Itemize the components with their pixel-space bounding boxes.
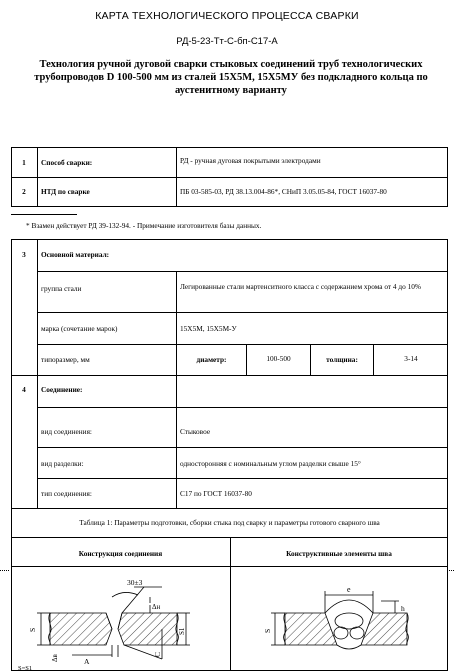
page-edge-mark-left: [0, 570, 9, 571]
s-left-label: S: [28, 627, 37, 632]
c-label: C: [153, 651, 162, 657]
row4-label: Соединение:: [41, 385, 83, 394]
row3-number: 3: [22, 250, 26, 259]
delta-v-label: Δв: [51, 654, 59, 662]
joint-type-value: С17 по ГОСТ 16037-80: [180, 489, 252, 498]
s1-label: S1: [178, 627, 186, 635]
weld-elements-drawing: [231, 567, 447, 671]
s-right-label: S: [263, 628, 272, 633]
groove-value: односторонняя с номинальным углом разделки свыше 15°: [180, 459, 361, 468]
document-code: РД-5-23-Тт-С-бп-С17-А: [176, 36, 278, 47]
angle-dim-label: 30±3: [127, 578, 143, 587]
table-caption: Таблица 1: Параметры подготовки, сборки стыка под сварку и параметры готового сварного шва: [79, 518, 380, 527]
steel-group-label: группа стали: [41, 284, 82, 293]
delta-h-label: Δн: [152, 603, 161, 611]
row3-label: Основной материал:: [41, 250, 110, 259]
e-label: e: [347, 585, 351, 594]
joint-kind-value: Стыковое: [180, 427, 211, 436]
footnote: * Взамен действует РД 39-132-94. - Примечание изготовителя базы данных.: [26, 221, 262, 230]
size-label: типоразмер, мм: [41, 355, 90, 364]
steel-grade-value: 15Х5М, 15Х5М-У: [180, 324, 237, 333]
steel-group-value: Легированные стали мартенситного класса с содержанием хрома от 4 до 10%: [180, 282, 421, 291]
joint-type-label: тип соединения:: [41, 489, 92, 498]
ratio-label: S=S1: [18, 665, 33, 671]
h-label: h: [401, 604, 405, 613]
weld-elements-header: Конструктивные элементы шва: [286, 549, 392, 558]
row1-label: Способ сварки:: [41, 158, 93, 167]
row1-value: РД - ручная дуговая покрытыми электродами: [180, 156, 321, 165]
row2-value: ПБ 03-585-03, РД 38.13.004-86*, СНиП 3.05.05-84, ГОСТ 16037-80: [180, 187, 387, 196]
groove-label: вид разделки:: [41, 459, 84, 468]
thickness-label: толщина:: [326, 355, 358, 364]
row4-number: 4: [22, 385, 26, 394]
document-title: КАРТА ТЕХНОЛОГИЧЕСКОГО ПРОЦЕССА СВАРКИ: [95, 10, 359, 22]
thickness-value: 3-14: [404, 354, 418, 363]
diameter-label: диаметр:: [196, 355, 227, 364]
joint-construction-drawing: [12, 567, 229, 671]
diameter-value: 100-500: [266, 354, 291, 363]
a-label: A: [84, 657, 90, 666]
row2-number: 2: [22, 187, 26, 196]
page-edge-mark-right: [449, 570, 454, 571]
footnote-rule: [11, 214, 77, 215]
joint-kind-label: вид соединения:: [41, 427, 92, 436]
steel-grade-label: марка (сочетание марок): [41, 324, 118, 333]
row2-label: НТД по сварке: [41, 187, 90, 196]
row1-number: 1: [22, 158, 26, 167]
joint-construction-header: Конструкция соединения: [78, 549, 163, 558]
document-heading: Технология ручной дуговой сварки стыковых соединений труб технологических трубопроводов D 100-500 мм из сталей 15Х5М, 15Х5МУ без подкладного кольца по аустенитному варианту: [34, 59, 428, 96]
